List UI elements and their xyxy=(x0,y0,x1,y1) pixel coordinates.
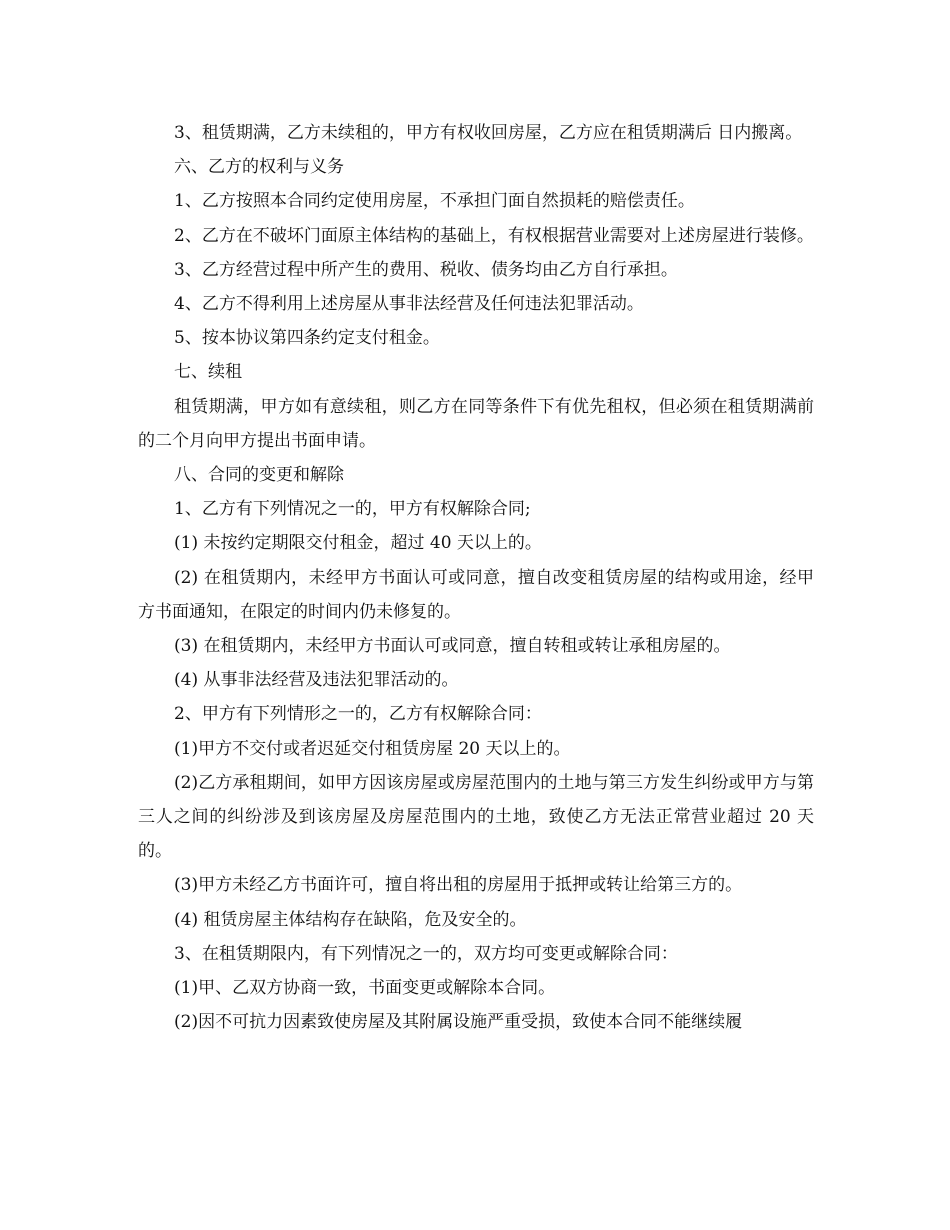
clause-6-3: 3、乙方经营过程中所产生的费用、税收、债务均由乙方自行承担。 xyxy=(174,259,678,280)
clause-6-1: 1、乙方按照本合同约定使用房屋，不承担门面自然损耗的赔偿责任。 xyxy=(174,191,695,212)
clause-5-3: 3、租赁期满，乙方未续租的，甲方有权收回房屋，乙方应在租赁期满后 日内搬离。 xyxy=(174,123,803,143)
clause-8-1-item-4: (4) 从事非法经营及违法犯罪活动的。 xyxy=(174,670,459,691)
clause-8-1-item-3: (3) 在租赁期内，未经甲方书面认可或同意，擅自转租或转让承租房屋的。 xyxy=(174,636,731,657)
section-heading-8: 八、合同的变更和解除 xyxy=(174,465,344,486)
section-heading-6: 六、乙方的权利与义务 xyxy=(174,157,344,178)
clause-6-4: 4、乙方不得利用上述房屋从事非法经营及任何违法犯罪活动。 xyxy=(174,294,644,315)
clause-6-5: 5、按本协议第四条约定支付租金。 xyxy=(174,328,440,349)
clause-8-2-item-4: (4) 租赁房屋主体结构存在缺陷，危及安全的。 xyxy=(174,909,527,930)
clause-8-3-item-2: (2)因不可抗力因素致使房屋及其附属设施严重受损，致使本合同不能继续履 xyxy=(174,1012,743,1033)
clause-8-3: 3、在租赁期限内，有下列情况之一的，双方均可变更或解除合同： xyxy=(174,943,678,964)
clause-8-1-item-1: (1) 未按约定期限交付租金，超过 40 天以上的。 xyxy=(174,533,542,554)
clause-8-2-item-2: (2)乙方承租期间，如甲方因该房屋或房屋范围内的土地与第三方发生纠纷或甲方与第三人之间的纠纷涉及到该房屋及房屋范围内的土地，致使乙方无法正常营业超过 20 天的。 xyxy=(138,772,814,862)
clause-6-2: 2、乙方在不破坏门面原主体结构的基础上，有权根据营业需要对上述房屋进行装修。 xyxy=(174,225,814,246)
clause-8-1: 1、乙方有下列情况之一的，甲方有权解除合同; xyxy=(174,499,531,520)
clause-8-2: 2、甲方有下列情形之一的，乙方有权解除合同： xyxy=(174,704,542,725)
clause-8-3-item-1: (1)甲、乙双方协商一致，书面变更或解除本合同。 xyxy=(174,978,556,999)
clause-8-1-item-2: (2) 在租赁期内，未经甲方书面认可或同意，擅自改变租赁房屋的结构或用途，经甲方书面通知，在限定的时间内仍未修复的。 xyxy=(138,567,814,622)
section-heading-7: 七、续租 xyxy=(174,362,242,383)
document-body xyxy=(138,116,814,1039)
clause-7-body: 租赁期满，甲方如有意续租，则乙方在同等条件下有优先租权，但必须在租赁期满前的二个月向甲方提出书面申请。 xyxy=(138,396,814,451)
clause-8-2-item-3: (3)甲方未经乙方书面许可，擅自将出租的房屋用于抵押或转让给第三方的。 xyxy=(174,875,743,896)
clause-8-2-item-1: (1)甲方不交付或者迟延交付租赁房屋 20 天以上的。 xyxy=(174,738,571,759)
